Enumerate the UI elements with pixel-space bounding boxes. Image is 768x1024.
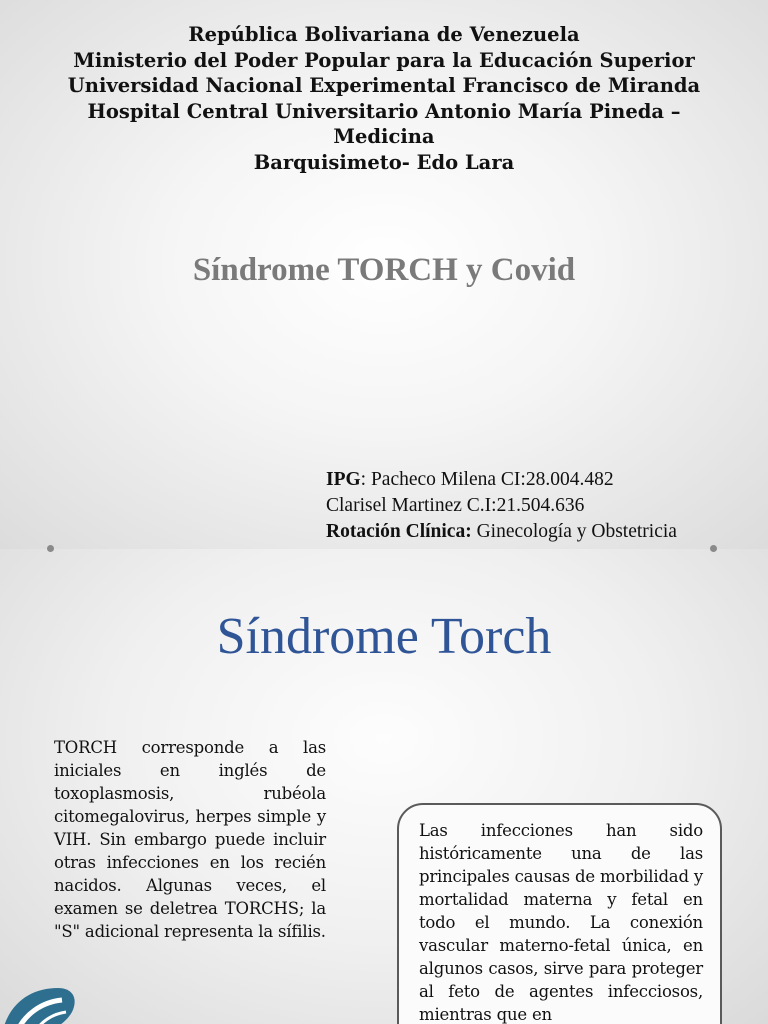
ipg-label: IPG bbox=[326, 469, 361, 490]
header-line: Ministerio del Poder Popular para la Educación Superior bbox=[73, 48, 695, 72]
author-info bbox=[326, 467, 677, 545]
divider-dot bbox=[710, 545, 717, 552]
header-line: Barquisimeto- Edo Lara bbox=[253, 150, 515, 174]
divider-dot bbox=[47, 545, 54, 552]
infections-text-box bbox=[397, 803, 722, 1024]
header-line: República Bolivariana de Venezuela bbox=[188, 23, 580, 46]
header-line: Medicina bbox=[333, 125, 435, 148]
header-line: Hospital Central Universitario Antonio María Pineda – bbox=[87, 99, 681, 123]
slide-torch bbox=[0, 549, 768, 1024]
institution-header bbox=[0, 22, 768, 175]
rotation-line bbox=[326, 519, 677, 545]
ipg-value: : Pacheco Milena CI:28.004.482 bbox=[360, 469, 614, 490]
header-line: Universidad Nacional Experimental Francisco de Miranda bbox=[67, 74, 701, 97]
torch-definition-text: TORCH corresponde a las iniciales en inglés de toxoplasmosis, rubéola citomegalovirus, herpes simple y VIH. Sin embargo puede incluir otras infecciones en los recién nacidos. Algunas veces, el examen se deletrea TORCHS; la "S" adicional representa la sífilis. bbox=[54, 738, 326, 941]
ipg-line bbox=[326, 467, 677, 493]
leaf-logo-icon bbox=[0, 974, 80, 1024]
infections-text: Las infecciones han sido históricamente una de las principales causas de morbilidad y mortalidad materna y fetal en todo el mundo. La conexión vascular materno-fetal única, en algunos casos, sirve para proteger al feto de agentes infecciosos, mientras que en bbox=[419, 821, 703, 1024]
slide-title: Síndrome Torch bbox=[216, 608, 552, 665]
rotation-value: Ginecología y Obstetricia bbox=[471, 521, 677, 542]
author-line-2: Clarisel Martinez C.I:21.504.636 bbox=[326, 495, 585, 516]
rotation-label: Rotación Clínica: bbox=[326, 521, 472, 542]
cover-title: Síndrome TORCH y Covid bbox=[192, 252, 576, 288]
